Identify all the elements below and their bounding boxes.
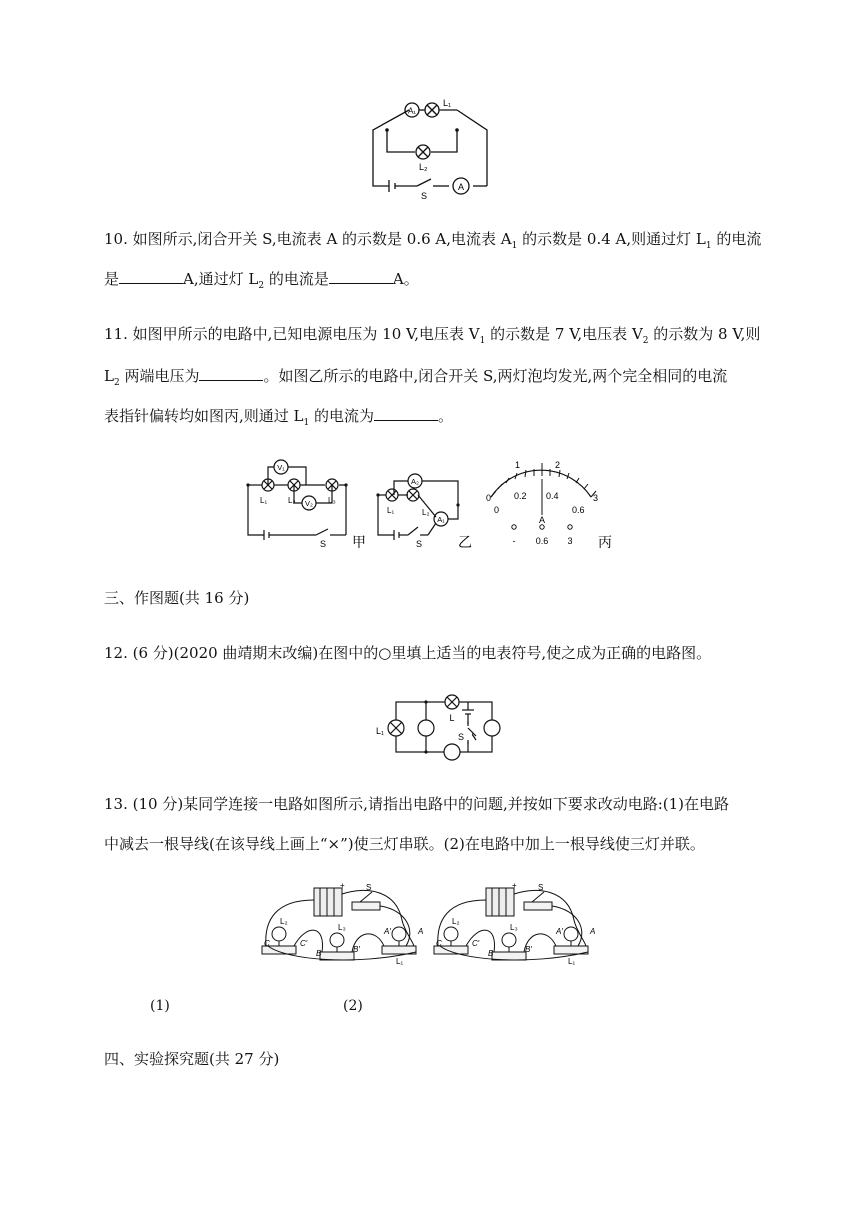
meter-unit-a: A [538,515,546,525]
answer-blank [329,269,393,284]
terminal-b-prime-label: B′ [353,945,360,954]
scale-top-2: 2 [555,460,561,470]
q13-line1: 13. (10 分)某同学连接一电路如图所示,请指出电路中的问题,并按如下要求改动电路:(1)在电路 [104,795,730,813]
terminal-a-prime-label: A′ [384,927,391,936]
lamp-l1-label: L₁ [387,506,395,515]
terminal-a-prime-label: A′ [556,927,563,936]
q13-caption-2: (2) [343,998,363,1014]
terminal-3: 3 [567,536,573,546]
scale-top-3: 3 [593,493,599,503]
terminal-c-prime-label: C′ [472,939,480,948]
lamp-l1-label: L₁ [568,957,576,966]
answer-blank [199,366,263,381]
lamp-l1-label: L₁ [443,98,452,108]
section3-heading: 三、作图题(共 16 分) [104,589,250,607]
fig-jia-label: 甲 [352,534,366,550]
terminal-0.6: 0.6 [535,536,549,546]
q13-caption-1: (1) [150,998,170,1014]
lamp-l1-label: L₁ [260,496,268,505]
lamp-l2-label: L₂ [452,917,460,926]
terminal-a-label: A [590,927,596,936]
fig-bing-label: 丙 [598,534,612,550]
scale-bottom-0: 0 [494,505,500,515]
battery-plus-label: + [512,881,517,890]
terminal-b-label: B [488,949,494,958]
voltmeter-v1-label: V₁ [277,463,285,472]
scale-top-0: 0 [486,493,492,503]
terminal-b-prime-label: B′ [525,945,532,954]
lamp-l1-label: L₁ [396,957,404,966]
ammeter-a-label: A [457,182,465,192]
switch-s-label: S [538,883,544,892]
switch-s-label: S [416,539,423,549]
terminal-c-label: C [264,939,270,948]
terminal-a-label: A [418,927,424,936]
switch-s-label: S [458,732,465,742]
voltmeter-v2-label: V₂ [305,499,313,508]
q12-circuit-diagram [375,688,504,766]
lamp-l2-label: L₂ [419,162,428,172]
terminal-minus: - [512,536,516,546]
lamp-l-label: L [449,713,455,723]
lamp-l1-label: L₁ [375,726,384,736]
terminal-c-label: C [436,939,442,948]
lamp-l3-label: L₃ [338,923,346,932]
scale-bottom-0.4: 0.4 [546,491,559,501]
ammeter-a1-label: A₁ [407,106,417,116]
q11-line2: $L_2$ 两端电压为 。如图乙所示的电路中,闭合开关 S,两灯泡均发光,两个完全相同的电流 [104,367,728,388]
q13-physical-circuit-figures [256,880,616,964]
lamp-l2-label: L₂ [280,917,288,926]
battery-plus-label: + [340,881,345,890]
lamp-l3-label: L₃ [510,923,518,932]
switch-s-label: S [320,539,327,549]
scale-bottom-0.6: 0.6 [572,505,585,515]
q11-line1: 11. 如图甲所示的电路中,已知电源电压为 10 V,电压表 $V_1$ 的示数是 7 V,电压表 $V_2$ 的示数为 8 V,则 [104,325,761,346]
answer-blank [119,269,183,284]
q12-text: 12. (6 分)(2020 曲靖期末改编)在图中的○里填上适当的电表符号,使之成为正确的电路图。 [104,644,712,662]
q11-circuit-figures [236,455,626,555]
answer-blank [374,406,438,421]
q10-line1: 10. 如图所示,闭合开关 S,电流表 A 的示数是 0.6 A,电流表 $A_1$ 的示数是 0.4 A,则通过灯 $L_1$ 的电流 [104,230,762,251]
terminal-c-prime-label: C′ [300,939,308,948]
switch-s-label: S [421,191,428,201]
scale-top-1: 1 [515,460,521,470]
section4-heading: 四、实验探究题(共 27 分) [104,1050,280,1068]
q13-line2: 中减去一根导线(在该导线上画上“×”)使三灯串联。(2)在电路中加上一根导线使三灯并联。 [104,835,705,853]
ammeter-a2-label: A₂ [411,477,419,486]
q11-line3: 表指针偏转均如图丙,则通过 $L_1$ 的电流为 。 [104,407,454,428]
switch-s-label: S [366,883,372,892]
lamp-l2-label: L₂ [422,508,430,517]
q10-circuit-diagram [365,96,495,200]
fig-yi-label: 乙 [458,534,472,550]
lamp-l2-label: L₂ [288,496,296,505]
scale-bottom-0.2: 0.2 [514,491,527,501]
q10-line2: 是 A,通过灯 $L_2$ 的电流是 A。 [104,270,419,291]
lamp-l3-label: L₃ [328,496,336,505]
terminal-b-label: B [316,949,322,958]
ammeter-a1-label: A₁ [437,515,445,524]
